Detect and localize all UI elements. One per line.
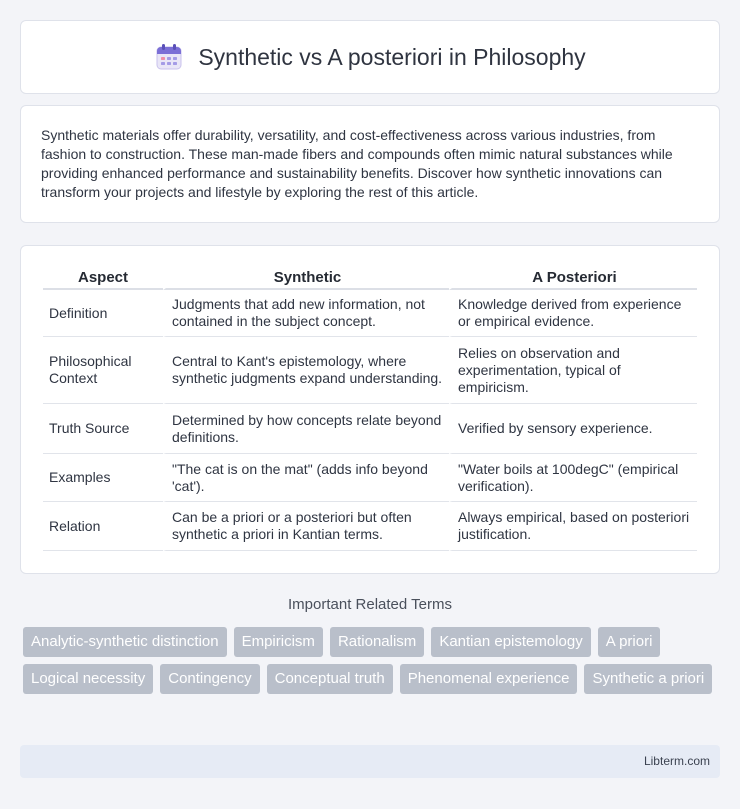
related-terms-list bbox=[23, 627, 723, 694]
cell-aspect: Truth Source bbox=[43, 404, 163, 454]
cell-a-posteriori: Always empirical, based on posteriori justification. bbox=[449, 502, 697, 551]
header-card bbox=[20, 20, 720, 94]
header-synthetic: Synthetic bbox=[163, 266, 449, 290]
header-inner bbox=[154, 42, 585, 72]
header-aspect: Aspect bbox=[43, 266, 163, 290]
intro-text: Synthetic materials offer durability, versatility, and cost-effectiveness across various industries, from fashion to construction. These man-made fibers and compounds often mimic natural substances while providing enhanced performance and sustainability benefits. Discover how synthetic innovations can transform your projects and lifestyle by exploring the rest of this article. bbox=[41, 127, 673, 200]
tag-a-priori[interactable]: A priori bbox=[598, 627, 661, 657]
table-row bbox=[43, 454, 697, 502]
cell-aspect: Examples bbox=[43, 454, 163, 502]
tag-synthetic-a-priori[interactable]: Synthetic a priori bbox=[584, 664, 712, 694]
tag-kantian-epistemology[interactable]: Kantian epistemology bbox=[431, 627, 590, 657]
header-a-posteriori: A Posteriori bbox=[449, 266, 697, 290]
cell-aspect: Relation bbox=[43, 502, 163, 551]
comparison-table-card bbox=[20, 245, 720, 574]
table-header-row bbox=[43, 266, 697, 290]
cell-aspect: Philosophical Context bbox=[43, 337, 163, 404]
cell-synthetic: Central to Kant's epistemology, where synthetic judgments expand understanding. bbox=[163, 337, 449, 404]
table-row bbox=[43, 502, 697, 551]
cell-a-posteriori: Verified by sensory experience. bbox=[449, 404, 697, 454]
tag-empiricism[interactable]: Empiricism bbox=[234, 627, 323, 657]
related-terms-heading: Important Related Terms bbox=[288, 596, 452, 613]
cell-a-posteriori: "Water boils at 100degC" (empirical verification). bbox=[449, 454, 697, 502]
table-row bbox=[43, 337, 697, 404]
footer-site-link[interactable]: Libterm.com bbox=[643, 754, 710, 768]
cell-synthetic: Determined by how concepts relate beyond definitions. bbox=[163, 404, 449, 454]
cell-a-posteriori: Relies on observation and experimentation, typical of empiricism. bbox=[449, 337, 697, 404]
tag-contingency[interactable]: Contingency bbox=[160, 664, 259, 694]
calendar-icon bbox=[154, 42, 184, 72]
tag-logical-necessity[interactable]: Logical necessity bbox=[23, 664, 153, 694]
cell-a-posteriori: Knowledge derived from experience or empirical evidence. bbox=[449, 290, 697, 337]
footer bbox=[20, 745, 720, 778]
table-row bbox=[43, 290, 697, 337]
cell-synthetic: Can be a priori or a posteriori but often synthetic a priori in Kantian terms. bbox=[163, 502, 449, 551]
cell-synthetic: "The cat is on the mat" (adds info beyond 'cat'). bbox=[163, 454, 449, 502]
tag-analytic-synthetic-distinction[interactable]: Analytic-synthetic distinction bbox=[23, 627, 227, 657]
comparison-table bbox=[43, 266, 697, 551]
tag-rationalism[interactable]: Rationalism bbox=[330, 627, 424, 657]
table-row bbox=[43, 404, 697, 454]
tag-conceptual-truth[interactable]: Conceptual truth bbox=[267, 664, 393, 694]
tag-phenomenal-experience[interactable]: Phenomenal experience bbox=[400, 664, 578, 694]
cell-synthetic: Judgments that add new information, not contained in the subject concept. bbox=[163, 290, 449, 337]
page-title: Synthetic vs A posteriori in Philosophy bbox=[198, 43, 586, 70]
cell-aspect: Definition bbox=[43, 290, 163, 337]
intro-card bbox=[20, 105, 720, 223]
